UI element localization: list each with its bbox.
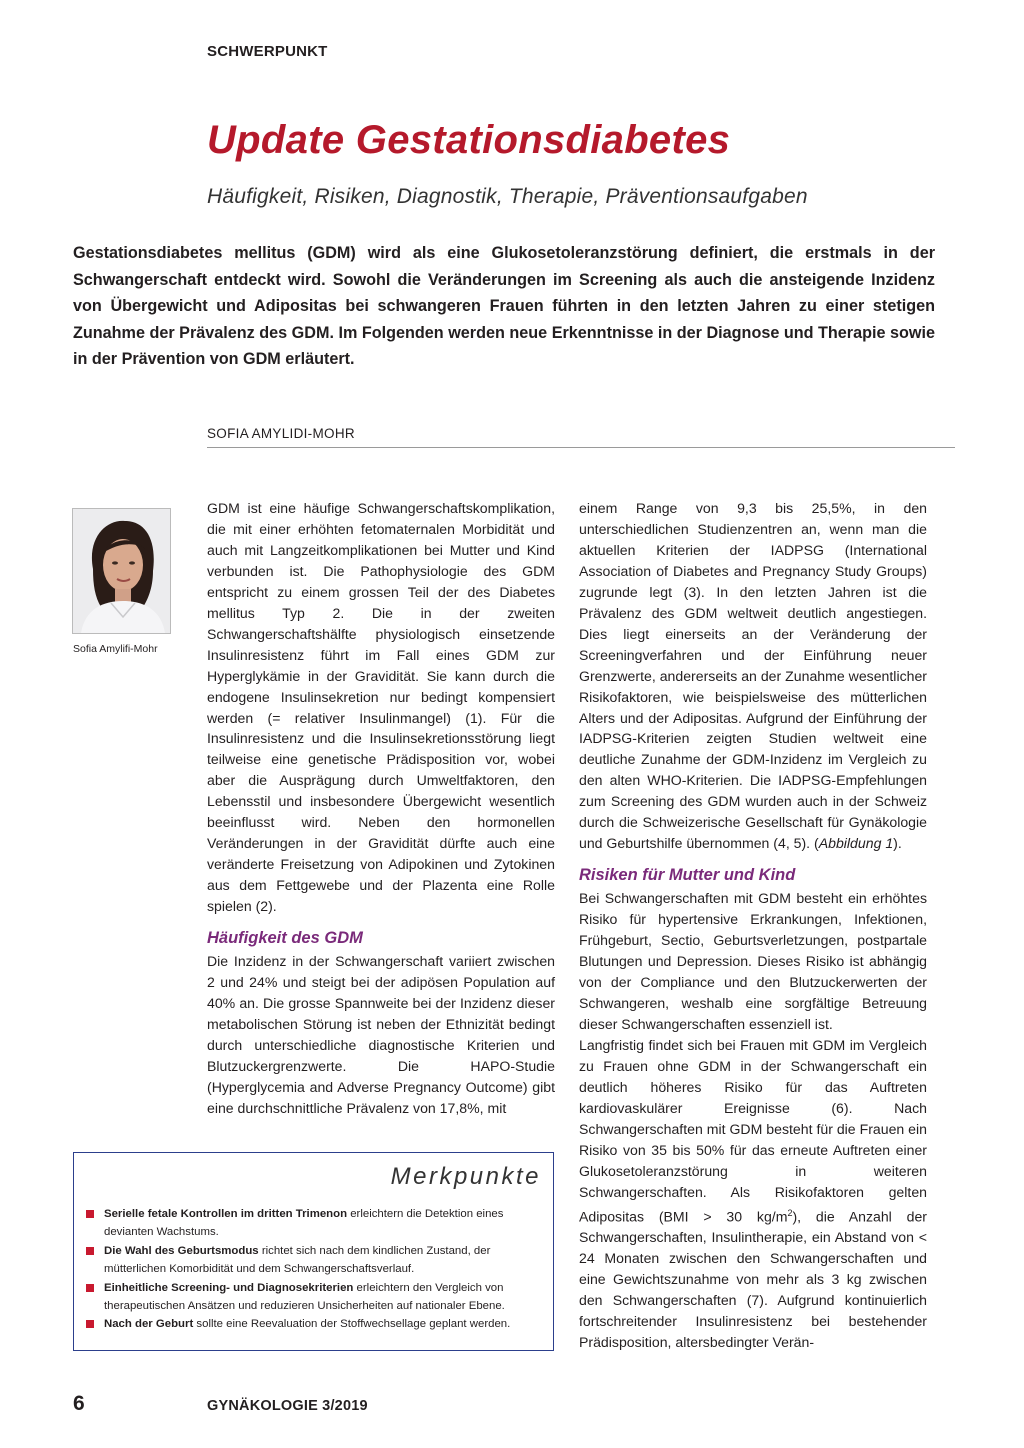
article-title: Update Gestationsdiabetes bbox=[207, 118, 731, 162]
body-paragraph bbox=[579, 498, 927, 854]
list-item-bold: Nach der Geburt bbox=[104, 1318, 194, 1331]
body-text: einem Range von 9,3 bis 25,5%, in den unterschiedlichen Studienzentren an, wenn man die aktuellen Kriterien der IADPSG (International Association of Diabetes and Pregnancy Study Groups) zugrunde legt (3). In den letzten Jahren ist die Prävalenz des GDM weltweit deutlich angestiegen. Dies liegt einerseits an der Veränderung der Screeningverfahren und der Einführung neuer Grenzwerte, andererseits an der Zunahme wesentlicher Risikofaktoren, wie beispielsweise des mütterlichen Alters und der Adipositas. Aufgrund der Einführung der IADPSG-Kriterien zeigten Studien weltweit eine deutliche Zunahme der GDM-Inzidenz im Vergleich zu den alten WHO-Kriterien. Die IADPSG-Empfehlungen zum Screening des GDM wurden auch in der Schweiz durch die Schweizerische Gesellschaft für Gynäkologie und Geburtshilfe übernommen (4, 5). ( bbox=[579, 500, 927, 852]
body-text: ). bbox=[893, 835, 902, 852]
square-bullet-icon bbox=[86, 1210, 94, 1218]
section-heading-risiken: Risiken für Mutter und Kind bbox=[579, 866, 796, 885]
section-heading-haeufigkeit: Häufigkeit des GDM bbox=[207, 929, 363, 948]
list-item-bold: Einheitliche Screening- und Diagnosekriterien bbox=[104, 1281, 354, 1294]
list-item-text: richtet sich nach dem kindlichen Zustand, der mütterlichen Komorbidität und dem Schwangerschaftsverlauf. bbox=[104, 1244, 491, 1276]
page-number: 6 bbox=[73, 1392, 85, 1415]
list-item bbox=[84, 1205, 544, 1242]
square-bullet-icon bbox=[86, 1247, 94, 1255]
list-item-text: erleichtern den Vergleich von therapeutischen Ansätzen und reduzieren Unsicherheiten auf nationaler Ebene. bbox=[104, 1281, 505, 1313]
body-paragraph: Die Inzidenz in der Schwangerschaft variiert zwischen 2 und 24% und steigt bei der adipösen Population auf 40% an. Die grosse Spannweite bei der Inzidenz dieser metabolischen Störung ist neben der Ethnizität bedingt durch unterschiedliche diagnostische Kriterien und Blutzuckergrenzwerte. Die HAPO-Studie (Hyperglycemia and Adverse Pregnancy Outcome) gibt eine durchschnittliche Prävalenz von 17,8%, mit bbox=[207, 953, 555, 1116]
list-item bbox=[84, 1315, 544, 1333]
body-paragraph bbox=[579, 1035, 927, 1353]
body-text: Langfristig findet sich bei Frauen mit GDM im Vergleich zu Frauen ohne GDM in der Schwangerschaft ein deutlich höheres Risiko für das Auftreten kardiovaskulärer Ereignisse (6). Nach Schwangerschaften mit GDM besteht für die Frauen ein Risiko von 35 bis 50% für das erneute Auftreten einer Glukosetoleranzstörung in weiteren Schwangerschaften. Als Risikofaktoren gelten Adipositas (BMI > 30 kg/m bbox=[579, 1036, 927, 1225]
author-name: SOFIA AMYLIDI-MOHR bbox=[207, 426, 355, 441]
author-photo bbox=[72, 508, 171, 634]
list-item bbox=[84, 1242, 544, 1279]
list-item-bold: Die Wahl des Geburtsmodus bbox=[104, 1244, 259, 1257]
square-bullet-icon bbox=[86, 1284, 94, 1292]
body-column-right bbox=[579, 498, 927, 1353]
list-item-text: sollte eine Reevaluation der Stoffwechsellage geplant werden. bbox=[193, 1318, 511, 1331]
photo-caption: Sofia Amylifi-Mohr bbox=[73, 643, 158, 655]
merkpunkte-title: Merkpunkte bbox=[390, 1163, 541, 1190]
square-bullet-icon bbox=[86, 1320, 94, 1328]
author-divider bbox=[207, 447, 955, 448]
lead-paragraph: Gestationsdiabetes mellitus (GDM) wird als eine Glukosetoleranzstörung definiert, die erstmals in der Schwangerschaft entdeckt wird. Sowohl die Veränderungen im Screening als auch die ansteigende Inzidenz von Übergewicht und Adipositas bei schwangeren Frauen führten in den letzten Jahren zu einer stetigen Zunahme der Prävalenz des GDM. Im Folgenden werden neue Erkenntnisse in der Diagnose und Therapie sowie in der Prävention von GDM erläutert. bbox=[73, 244, 935, 368]
superscript: 2 bbox=[787, 1207, 793, 1218]
list-item bbox=[84, 1279, 544, 1316]
article-subtitle: Häufigkeit, Risiken, Diagnostik, Therapie, Präventionsaufgaben bbox=[207, 185, 808, 208]
body-text: ), die Anzahl der Schwangerschaften, Insulintherapie, ein Abstand von < 24 Monaten zwischen den Schwangerschaften und eine Gewichtszunahme von mehr als 3 kg zwischen den Schwangerschaften (7). Aufgrund kontinuierlich fortschreitender Insulinresistenz bei bestehender Prädisposition, altersbedingter Verän- bbox=[579, 1208, 927, 1350]
section-label: SCHWERPUNKT bbox=[207, 43, 328, 60]
body-column-left bbox=[207, 498, 555, 1119]
list-item-bold: Serielle fetale Kontrollen im dritten Trimenon bbox=[104, 1208, 348, 1220]
merkpunkte-list bbox=[84, 1205, 544, 1334]
merkpunkte-box bbox=[73, 1152, 554, 1351]
list-item-text: erleichtern die Detektion eines devianten Wachstums. bbox=[104, 1208, 504, 1239]
journal-issue: GYNÄKOLOGIE 3/2019 bbox=[207, 1398, 368, 1414]
body-paragraph: Bei Schwangerschaften mit GDM besteht ein erhöhtes Risiko für hypertensive Erkrankungen, Infektionen, Frühgeburt, Sectio, Geburtsverletzungen, postpartale Blutungen und Depression. Dieses Risiko ist abhängig von der Compliance und den Blutzuckerwerten der Schwangeren, weshalb eine sorgfältige Betreuung dieser Schwangerschaften essenziell ist. bbox=[579, 890, 927, 1032]
body-paragraph: GDM ist eine häufige Schwangerschaftskomplikation, die mit einer erhöhten fetomaternalen Morbidität und auch mit Langzeitkomplikationen bei Mutter und Kind verbunden ist. Die Pathophysiologie des GDM entspricht zu einem grossen Teil der des Diabetes mellitus Typ 2. Die in der zweiten Schwangerschaftshälfte physiologisch einsetzende Insulinresistenz führt im Fall eines GDM zur Hyperglykämie in der Gravidität. Sie kann durch die endogene Insulinsekretion nur bedingt kompensiert werden (= relativer Insulinmangel) (1). Für die Insulinresistenz und die Insulinsekretionsstörung liegt teilweise eine genetische Prädisposition vor, wobei aber die Ausprägung durch Umweltfaktoren, den Lebensstil und insbesondere Übergewicht wesentlich beeinflusst wird. Neben den hormonellen Veränderungen in der Gravidität dürfte auch eine veränderte Freisetzung von Adipokinen und Zytokinen aus dem Fettgewebe und der Plazenta eine Rolle spielen (2). bbox=[207, 500, 555, 915]
portrait-image bbox=[73, 509, 170, 633]
figure-reference: Abbildung 1 bbox=[818, 835, 894, 852]
